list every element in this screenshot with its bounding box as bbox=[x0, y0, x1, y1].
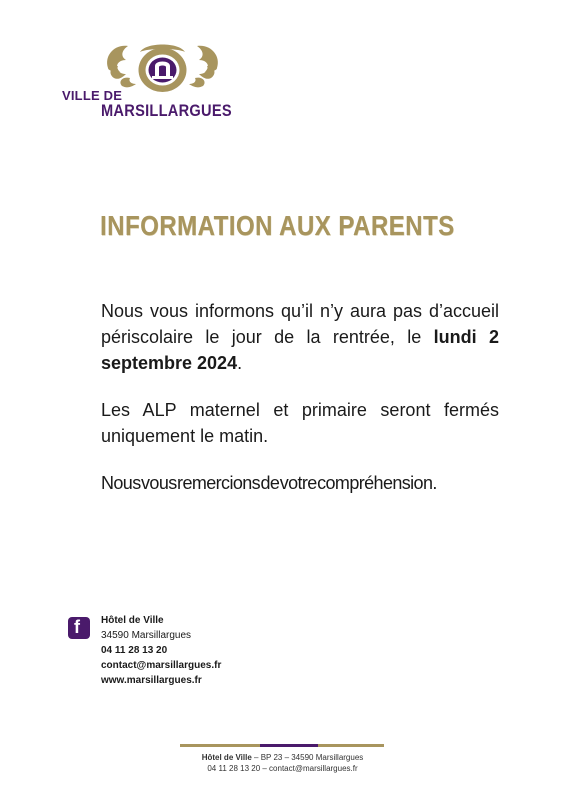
notice-body bbox=[101, 298, 499, 517]
contact-website[interactable]: www.marsillargues.fr bbox=[101, 675, 202, 686]
paragraph-1-text: Nous vous informons qu’il n’y aura pas d’accueil périscolaire le jour de la rentrée, le bbox=[101, 301, 499, 347]
contact-city: 34590 Marsillargues bbox=[101, 630, 192, 641]
footer-address: – BP 23 – 34590 Marsillargues bbox=[251, 753, 364, 762]
footer-name: Hôtel de Ville bbox=[201, 753, 252, 762]
ville-logo bbox=[60, 38, 245, 128]
paragraph-2: Les ALP maternel et primaire seront fermés uniquement le matin. bbox=[101, 400, 499, 446]
logo-line1: VILLE DE bbox=[62, 88, 123, 103]
facebook-icon[interactable]: f bbox=[68, 617, 90, 639]
paragraph-3: Nous vous remercions de votre compréhension. bbox=[101, 473, 437, 493]
paragraph-1 bbox=[101, 298, 499, 376]
page-title: INFORMATION AUX PARENTS bbox=[100, 210, 455, 241]
footer-divider-purple bbox=[260, 744, 318, 747]
contact-phone[interactable]: 04 11 28 13 20 bbox=[101, 645, 168, 656]
date-highlight: lundi 2 septembre 2024 bbox=[101, 327, 499, 373]
contact-name: Hôtel de Ville bbox=[101, 615, 164, 626]
logo-line2: MARSILLARGUES bbox=[101, 101, 232, 120]
contact-email[interactable]: contact@marsillargues.fr bbox=[101, 660, 222, 671]
footer-divider-gold-right bbox=[318, 744, 384, 747]
footer-line-1 bbox=[140, 752, 425, 763]
footer-divider-gold-left bbox=[180, 744, 260, 747]
footer-line-2: 04 11 28 13 20 – contact@marsillargues.fr bbox=[207, 764, 358, 773]
paragraph-1-end: . bbox=[237, 353, 243, 373]
